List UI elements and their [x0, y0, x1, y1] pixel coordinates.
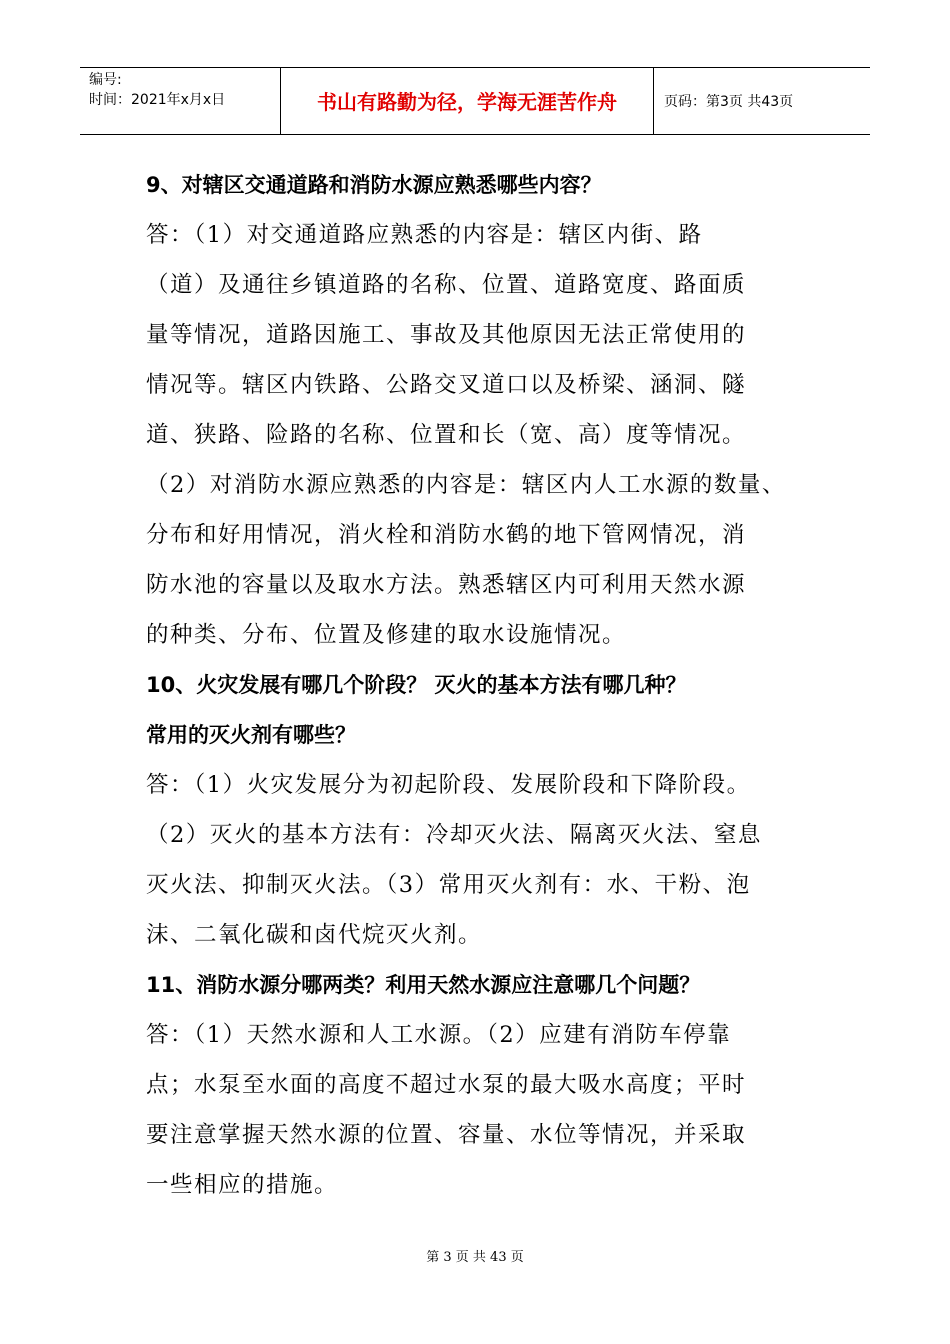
- question-9: 9、对辖区交通道路和消防水源应熟悉哪些内容？: [146, 173, 602, 197]
- answer-line: （道）及通往乡镇道路的名称、位置、道路宽度、路面质: [146, 272, 747, 298]
- header-meta: [80, 68, 280, 134]
- answer-line: 答：（1）火灾发展分为初起阶段、发展阶段和下降阶段。: [146, 772, 751, 798]
- serial-label: 编号:: [89, 72, 122, 88]
- answer-line: 防水池的容量以及取水方法。熟悉辖区内可利用天然水源: [146, 572, 747, 598]
- answer-line: 的种类、分布、位置及修建的取水设施情况。: [146, 622, 627, 648]
- answer-line: （2）灭火的基本方法有：冷却灭火法、隔离灭火法、窒息: [146, 822, 762, 848]
- question-11: 11、消防水源分哪两类？利用天然水源应注意哪几个问题？: [146, 973, 701, 997]
- answer-line: 点；水泵至水面的高度不超过水泵的最大吸水高度；平时: [146, 1072, 747, 1098]
- answer-line: 道、狭路、险路的名称、位置和长（宽、高）度等情况。: [146, 422, 747, 448]
- answer-line: 要注意掌握天然水源的位置、容量、水位等情况，并采取: [146, 1122, 747, 1148]
- answer-line: 情况等。辖区内铁路、公路交叉道口以及桥梁、涵洞、隧: [146, 372, 747, 398]
- answer-line: 答：（1）天然水源和人工水源。（2）应建有消防车停靠: [146, 1022, 732, 1048]
- answer-line: 答：（1）对交通道路应熟悉的内容是：辖区内街、路: [146, 222, 703, 248]
- page-header: [80, 67, 870, 135]
- document-body: [146, 160, 816, 1210]
- answer-line: 灭火法、抑制灭火法。（3）常用灭火剂有：水、干粉、泡: [146, 872, 751, 898]
- question-10-line-1: 10、火灾发展有哪几个阶段？ 灭火的基本方法有哪几种？: [146, 673, 687, 697]
- time-label: 时间：2021年x月x日: [89, 92, 226, 108]
- header-motto: 书山有路勤为径，学海无涯苦作舟: [280, 68, 654, 134]
- header-page-info: 页码：第3页 共43页: [664, 94, 794, 110]
- answer-line: 沫、二氧化碳和卤代烷灭火剂。: [146, 922, 483, 948]
- question-10-line-2: 常用的灭火剂有哪些？: [146, 723, 356, 747]
- answer-line: 量等情况，道路因施工、事故及其他原因无法正常使用的: [146, 322, 747, 348]
- answer-line: （2）对消防水源应熟悉的内容是：辖区内人工水源的数量、: [146, 472, 786, 498]
- answer-line: 一些相应的措施。: [146, 1172, 339, 1198]
- page-footer: 第 3 页 共 43 页: [426, 1250, 524, 1265]
- answer-line: 分布和好用情况，消火栓和消防水鹤的地下管网情况，消: [146, 522, 747, 548]
